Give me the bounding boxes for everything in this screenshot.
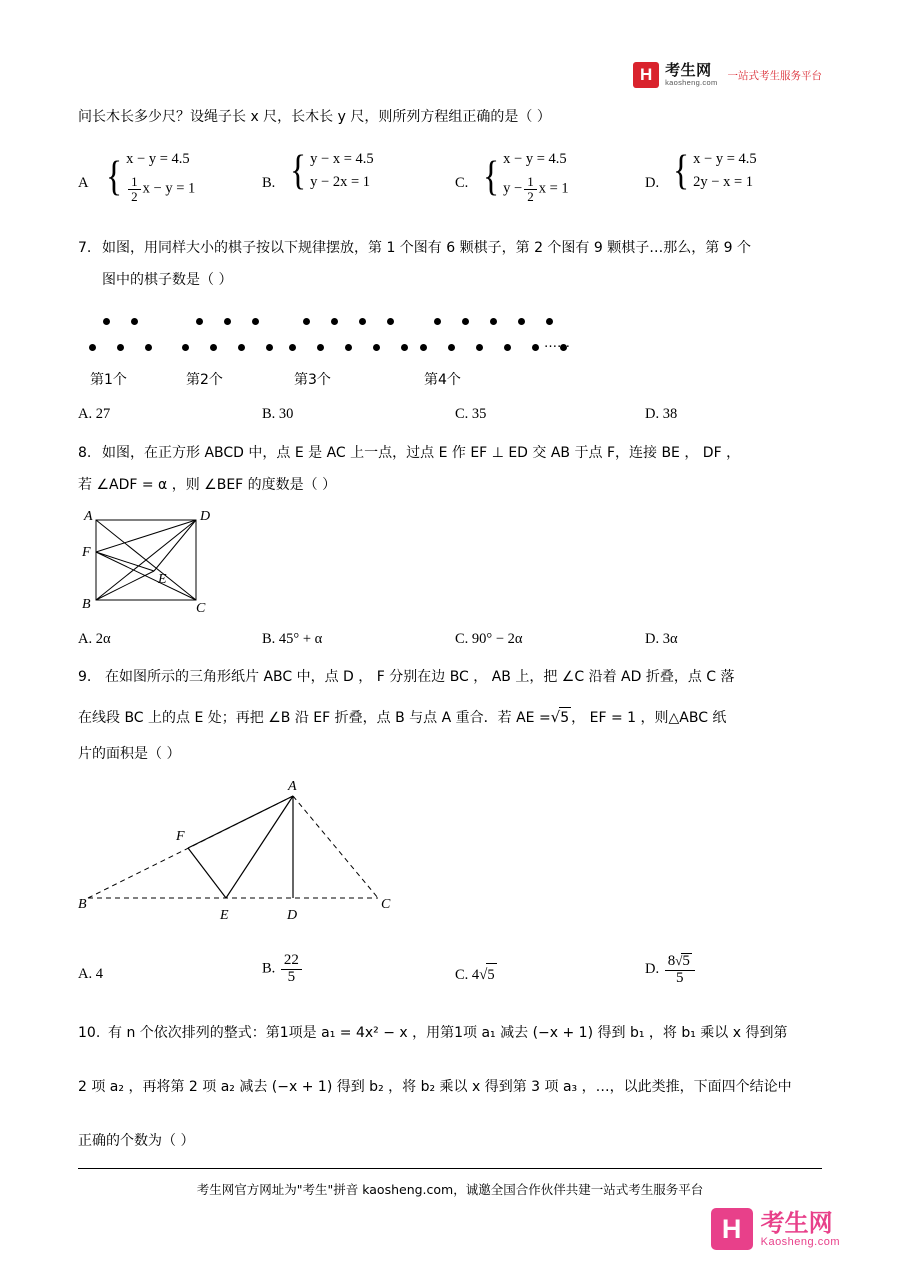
q7-option-c: C. 35: [455, 406, 487, 422]
pattern-dot: [504, 344, 511, 351]
q7-figure-label-4: 第4个: [424, 372, 461, 388]
q9-option-b: B. $\frac{22}{5}$: [262, 953, 304, 986]
q7-figure-label-1: 第1个: [90, 372, 127, 388]
q6-option-b-line2: y − 2x = 1: [310, 173, 371, 190]
pattern-dot: [224, 318, 231, 325]
q9-option-a: A. 4: [78, 966, 103, 982]
q8-label-B: B: [82, 597, 91, 612]
pattern-dot: [238, 344, 245, 351]
pattern-dot: [532, 344, 539, 351]
q6-option-a-line1: x − y = 4.5: [126, 151, 190, 167]
q8-text-line2: 若 ∠ADF = α ，则 ∠BEF 的度数是（ ）: [78, 477, 337, 493]
footer-brand-text: [761, 1210, 840, 1248]
q8-number: 8.: [78, 445, 92, 461]
q7-number: 7.: [78, 240, 92, 256]
pattern-dot: [401, 344, 408, 351]
q9-label-B: B: [78, 897, 87, 912]
q10-line1: 有 n 个依次排列的整式：第1项是 a₁ = 4x² − x ，用第1项 a₁ 减去 (−x + 1) 得到 b₁ ，将 b₁ 乘以 x 得到第: [108, 1025, 788, 1041]
pattern-dot: [490, 318, 497, 325]
q6-option-a: [104, 152, 195, 203]
q8-label-F: F: [82, 545, 91, 560]
q6-option-b-line1: y − x = 4.5: [310, 151, 374, 167]
q8-text-line1: 如图，在正方形 ABCD 中，点 E 是 AC 上一点，过点 E 作 EF ⊥ ED 交 AB 于点 F，连接 BE ， DF ，: [102, 445, 741, 461]
q10-line2: 2 项 a₂ ，再将第 2 项 a₂ 减去 (−x + 1) 得到 b₂ ，将 b₂ 乘以 x 得到第 3 项 a₃ ，…，以此类推，下面四个结论中: [78, 1079, 792, 1095]
pattern-dot: [210, 344, 217, 351]
q6-option-b: [288, 147, 374, 194]
pattern-dot: [89, 344, 96, 351]
q10-number: 10.: [78, 1025, 101, 1041]
q10-line3: 正确的个数为（ ）: [78, 1133, 195, 1149]
q9-label-F: F: [176, 829, 185, 844]
q8-label-E: E: [158, 572, 167, 587]
brand-tagline: 一站式考生服务平台: [727, 69, 822, 82]
q9-label-E: E: [220, 908, 229, 923]
q6-stem: 问长木长多少尺？设绳子长 x 尺，长木长 y 尺，则所列方程组正确的是（ ）: [78, 109, 551, 125]
pattern-dot: [387, 318, 394, 325]
brace-icon: {: [483, 153, 500, 200]
footer-brand-name-cn: 考生网: [760, 1208, 833, 1237]
pattern-dot: [462, 318, 469, 325]
q6-option-a-line2: $\frac{1}{2}$ x − y = 1: [126, 175, 195, 203]
brace-icon: {: [673, 147, 690, 194]
q6-option-c-line1: x − y = 4.5: [503, 151, 567, 167]
pattern-dot: [518, 318, 525, 325]
pattern-dot: [145, 344, 152, 351]
q8-option-c: C. 90° − 2α: [455, 631, 523, 647]
q8-label-D: D: [200, 509, 211, 524]
footer-divider: [78, 1168, 822, 1169]
pattern-dot: [196, 318, 203, 325]
footer-brand-name-en: Kaosheng.com: [760, 1236, 840, 1249]
q7-figure-label-2: 第2个: [186, 372, 223, 388]
q9-text-line3: 片的面积是（ ）: [78, 746, 181, 762]
q6-option-d-line2: 2y − x = 1: [693, 173, 754, 190]
q6-option-c-line2: y − $\frac{1}{2}$ x = 1: [503, 173, 569, 204]
pattern-dot: [252, 318, 259, 325]
pattern-dot: [359, 318, 366, 325]
pattern-dot: [434, 318, 441, 325]
brace-icon: {: [106, 153, 123, 200]
pattern-dot: [117, 344, 124, 351]
pattern-dot: [103, 318, 110, 325]
q7-text-line2: 图中的棋子数是（ ）: [102, 272, 233, 288]
q9-text-line2: 在线段 BC 上的点 E 处；再把 ∠B 沿 EF 折叠，点 B 与点 A 重合．若 AE =√5 ， EF = 1 ，则△ABC 纸: [78, 706, 838, 730]
q9-text-line1: 在如图所示的三角形纸片 ABC 中，点 D ， F 分别在边 BC ， AB 上，把 ∠C 沿着 AD 折叠，点 C 落: [105, 669, 735, 685]
q7-option-b: B. 30: [262, 406, 294, 422]
q7-option-d: D. 38: [645, 406, 678, 422]
footer-brand-mark-icon: H: [711, 1208, 753, 1250]
q9-number: 9.: [78, 669, 92, 685]
pattern-dot: [289, 344, 296, 351]
brand-mark-icon: H: [633, 62, 659, 88]
q8-square-figure: [78, 508, 238, 613]
q9-option-c: C. 4√5: [455, 963, 497, 987]
q8-option-d: D. 3α: [645, 631, 678, 647]
pattern-dot: [131, 318, 138, 325]
brand-name-en: kaosheng.com: [665, 77, 718, 87]
q8-option-a: A. 2α: [78, 631, 111, 647]
q6-option-d-label: D.: [645, 175, 660, 191]
header-logo: [633, 62, 822, 88]
q6-option-d: [671, 147, 757, 194]
q7-option-a: A. 27: [78, 406, 111, 422]
pattern-dot: [546, 318, 553, 325]
pattern-dot: [448, 344, 455, 351]
pattern-dot: [373, 344, 380, 351]
q9-triangle-figure: [78, 778, 418, 928]
q8-option-b: B. 45° + α: [262, 631, 323, 647]
q9-label-A: A: [288, 779, 297, 794]
q6-option-d-line1: x − y = 4.5: [693, 151, 757, 167]
pattern-dot: [345, 344, 352, 351]
pattern-dot: [331, 318, 338, 325]
radical-icon: √: [479, 967, 488, 983]
q7-ellipsis: ……: [544, 336, 570, 351]
pattern-dot: [476, 344, 483, 351]
q6-option-c-label: C.: [455, 175, 469, 191]
pattern-dot: [266, 344, 273, 351]
q6-option-a-label: A: [78, 175, 89, 191]
pattern-dot: [182, 344, 189, 351]
q8-label-A: A: [84, 509, 93, 524]
radical-icon: √: [675, 953, 683, 968]
q7-pattern-figure: [78, 308, 598, 368]
footer-text: 考生网官方网址为"考生"拼音 kaosheng.com，诚邀全国合作伙伴共建一站式考生服务平台: [196, 1182, 704, 1197]
q7-figure-label-3: 第3个: [294, 372, 331, 388]
pattern-dot: [420, 344, 427, 351]
q9-label-C: C: [381, 897, 391, 912]
footer-logo: [711, 1208, 840, 1250]
q6-option-c: [481, 152, 569, 203]
q8-label-C: C: [196, 601, 206, 613]
brace-icon: {: [290, 147, 307, 194]
q9-label-D: D: [287, 908, 298, 923]
q6-option-b-label: B.: [262, 175, 276, 191]
pattern-dot: [303, 318, 310, 325]
radical-icon: √: [550, 708, 561, 726]
q7-text-line1: 如图，用同样大小的棋子按以下规律摆放，第 1 个图有 6 颗棋子，第 2 个图有 9 颗棋子…那么，第 9 个: [102, 240, 752, 256]
q9-option-d: D. $\frac{8√5}{5}$: [645, 953, 697, 987]
pattern-dot: [317, 344, 324, 351]
brand-text: [665, 63, 717, 87]
brand-name-cn: 考生网: [665, 62, 712, 80]
